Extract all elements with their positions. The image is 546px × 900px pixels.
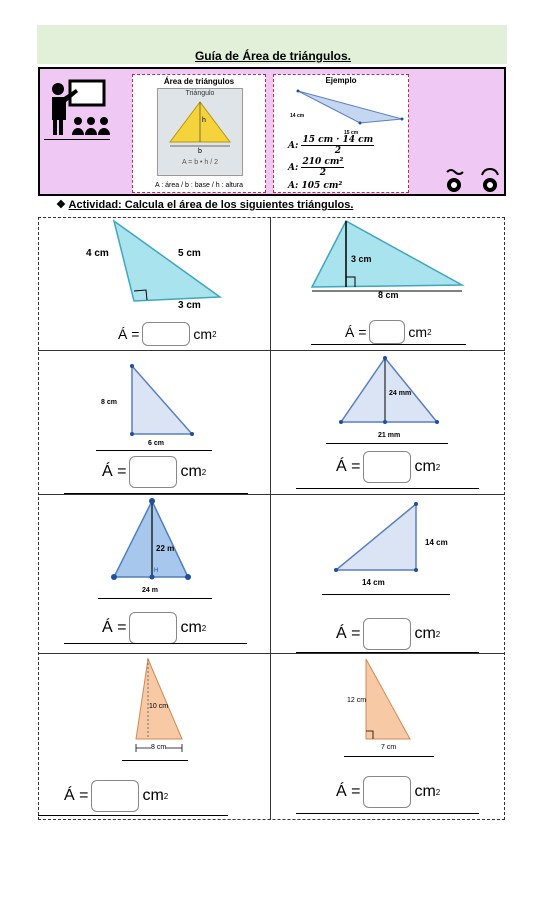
example-step-3: A: 105 cm² — [288, 181, 343, 191]
answer-input-6[interactable] — [363, 618, 411, 650]
answer-4: Á = cm 2 — [336, 451, 440, 483]
example-base-label: 15 cm — [344, 130, 359, 136]
t8-label-b: 7 cm — [381, 744, 397, 751]
formula-h-label: h — [202, 117, 206, 124]
bullet-icon: ❖ — [56, 199, 66, 211]
answer-input-4[interactable] — [363, 451, 411, 483]
answer-line-4 — [296, 488, 479, 489]
t5-label-h: 22 m — [156, 544, 175, 553]
triangle-6 — [328, 500, 428, 575]
answer-input-1[interactable] — [142, 322, 190, 346]
formula-text: A = b • h / 2 — [181, 159, 219, 166]
faces-icon — [444, 165, 504, 195]
answer-8: Á = cm 2 — [336, 776, 440, 808]
triangle-5 — [108, 497, 198, 582]
formula-subtitle: Triángulo — [185, 90, 215, 97]
t7-label-h: 10 cm — [149, 703, 169, 710]
t3-label-h: 8 cm — [101, 399, 117, 406]
t1-label-a: 4 cm — [86, 248, 109, 259]
base-line-8 — [344, 756, 434, 757]
t5-label-b: 24 m — [142, 587, 158, 594]
answer-7: Á = cm 2 — [64, 780, 168, 812]
page-title: Guía de Área de triángulos. — [194, 49, 352, 63]
answer-input-3[interactable] — [129, 456, 177, 488]
answer-line-5 — [64, 643, 247, 644]
header-box — [38, 67, 506, 196]
answer-input-8[interactable] — [363, 776, 411, 808]
answer-line-7 — [38, 815, 228, 816]
grid-divider-row-2 — [38, 494, 505, 495]
activity-instruction: ❖ Actividad: Calcula el área de los siguientes triángulos. — [56, 199, 354, 211]
example-step-1: A: $\frac{15 cm \cdot 14 cm}{2}$ — [288, 135, 374, 156]
t3-label-b: 6 cm — [148, 440, 164, 447]
answer-1: Á = cm 2 — [118, 322, 217, 346]
t1-label-c: 3 cm — [178, 300, 201, 311]
t7-label-b: 8 cm — [151, 744, 167, 751]
formula-b-label: b — [198, 148, 202, 155]
answer-3: Á = cm 2 — [102, 456, 206, 488]
base-line-5 — [98, 598, 212, 599]
example-triangle — [290, 87, 406, 127]
t4-label-h: 24 mm — [389, 390, 412, 397]
formula-card — [132, 74, 266, 193]
answer-line-6 — [296, 652, 479, 653]
t6-label-h: 14 cm — [425, 538, 448, 547]
t5-label-hmark: H — [154, 568, 159, 574]
answer-2: Á = cm 2 — [345, 320, 432, 344]
base-line-4 — [326, 443, 448, 444]
t8-label-h: 12 cm — [347, 697, 367, 704]
answer-5: Á = cm 2 — [102, 612, 206, 644]
base-line-6 — [322, 594, 450, 595]
triangle-8 — [360, 657, 420, 752]
answer-line-3 — [64, 493, 248, 494]
base-line-7 — [122, 760, 188, 761]
example-step-2: A: $\frac{\text{210 cm²}}{2}$ — [288, 157, 344, 178]
formula-diagram — [157, 88, 243, 176]
example-title: Ejemplo — [325, 76, 357, 85]
example-side-label: 14 cm — [290, 113, 305, 119]
formula-card-title: Área de triángulos — [163, 77, 235, 86]
t4-label-b: 21 mm — [378, 432, 401, 439]
grid-divider-vertical — [270, 217, 271, 820]
teacher-underline — [44, 139, 110, 140]
t6-label-b: 14 cm — [362, 578, 385, 587]
formula-triangle — [162, 100, 238, 148]
triangle-3 — [120, 362, 205, 442]
t2-label-b: 8 cm — [378, 290, 399, 300]
answer-input-5[interactable] — [129, 612, 177, 644]
t2-label-h: 3 cm — [351, 254, 372, 264]
grid-divider-row-3 — [38, 653, 505, 654]
base-line-3 — [96, 450, 212, 451]
answer-input-7[interactable] — [91, 780, 139, 812]
answer-line-8 — [296, 813, 479, 814]
example-card — [273, 74, 409, 193]
triangle-1 — [80, 219, 230, 319]
triangle-2 — [310, 219, 470, 299]
answer-6: Á = cm 2 — [336, 618, 440, 650]
formula-legend: A : área / b : base / h : altura — [155, 182, 243, 189]
teacher-icon — [44, 77, 114, 147]
grid-divider-row-1 — [38, 350, 505, 351]
answer-input-2[interactable] — [369, 320, 405, 344]
t1-label-b: 5 cm — [178, 248, 201, 259]
answer-line-2 — [311, 344, 466, 345]
